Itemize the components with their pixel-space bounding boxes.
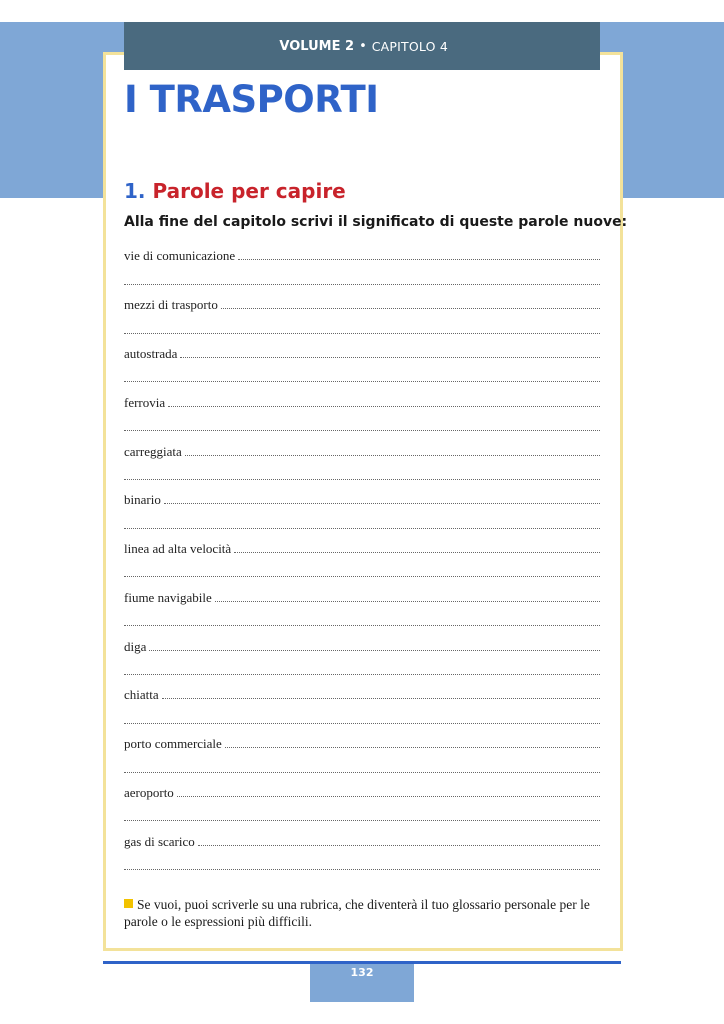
answer-dotted-line[interactable] (124, 479, 600, 480)
answer-dotted-line[interactable] (124, 820, 600, 821)
vocabulary-term: autostrada (124, 345, 178, 361)
vocabulary-term-row (124, 338, 600, 362)
vocabulary-term: vie di comunicazione (124, 248, 236, 264)
header-separator: • (359, 38, 367, 54)
volume-label: VOLUME 2 (279, 38, 355, 54)
page-title: I TRASPORTI (124, 78, 379, 121)
answer-blank-row (124, 557, 600, 581)
answer-dotted-line[interactable] (215, 601, 600, 602)
answer-dotted-line[interactable] (124, 772, 600, 773)
answer-blank-row (124, 264, 600, 288)
answer-dotted-line[interactable] (225, 747, 600, 748)
answer-blank-row (124, 703, 600, 727)
answer-dotted-line[interactable] (185, 455, 600, 456)
vocabulary-term-row (124, 435, 600, 459)
section-title: Parole per capire (152, 179, 346, 203)
vocabulary-term-row (124, 679, 600, 703)
answer-dotted-line[interactable] (124, 869, 600, 870)
vocabulary-list (124, 240, 600, 874)
vocabulary-term-row (124, 289, 600, 313)
vocabulary-term: mezzi di trasporto (124, 297, 218, 313)
answer-blank-row (124, 411, 600, 435)
answer-blank-row (124, 362, 600, 386)
vocabulary-term: chiatta (124, 687, 159, 703)
answer-dotted-line[interactable] (124, 723, 600, 724)
page-number: 132 (350, 966, 374, 979)
section-number: 1. (124, 179, 146, 203)
answer-dotted-line[interactable] (124, 284, 600, 285)
page-number-tab (310, 964, 414, 1002)
vocabulary-term-row (124, 825, 600, 849)
vocabulary-term: fiume navigabile (124, 589, 212, 605)
instruction-text: Alla fine del capitolo scrivi il significato di queste parole nuove: (124, 214, 628, 230)
answer-blank-row (124, 460, 600, 484)
note-paragraph (124, 896, 594, 930)
vocabulary-term: porto commerciale (124, 736, 222, 752)
vocabulary-term: diga (124, 638, 147, 654)
answer-dotted-line[interactable] (124, 576, 600, 577)
answer-dotted-line[interactable] (180, 357, 600, 358)
answer-dotted-line[interactable] (164, 503, 600, 504)
vocabulary-term: linea ad alta velocità (124, 541, 232, 557)
answer-dotted-line[interactable] (124, 430, 600, 431)
answer-dotted-line[interactable] (221, 308, 600, 309)
vocabulary-term-row (124, 777, 600, 801)
answer-dotted-line[interactable] (162, 698, 600, 699)
square-bullet-icon (124, 899, 133, 908)
answer-blank-row (124, 752, 600, 776)
answer-dotted-line[interactable] (198, 845, 600, 846)
answer-blank-row (124, 606, 600, 630)
answer-dotted-line[interactable] (124, 625, 600, 626)
vocabulary-term-row (124, 240, 600, 264)
answer-dotted-line[interactable] (234, 552, 600, 553)
vocabulary-term-row (124, 728, 600, 752)
chapter-header (124, 22, 600, 70)
vocabulary-term: binario (124, 492, 161, 508)
answer-dotted-line[interactable] (168, 406, 600, 407)
vocabulary-term: ferrovia (124, 394, 166, 410)
vocabulary-term: aeroporto (124, 784, 174, 800)
vocabulary-term: carreggiata (124, 443, 182, 459)
answer-blank-row (124, 508, 600, 532)
vocabulary-term-row (124, 386, 600, 410)
answer-dotted-line[interactable] (124, 674, 600, 675)
answer-dotted-line[interactable] (149, 650, 600, 651)
chapter-label: CAPITOLO 4 (371, 38, 448, 54)
answer-dotted-line[interactable] (124, 381, 600, 382)
answer-blank-row (124, 801, 600, 825)
vocabulary-term-row (124, 581, 600, 605)
answer-blank-row (124, 850, 600, 874)
answer-blank-row (124, 313, 600, 337)
vocabulary-term-row (124, 533, 600, 557)
note-text: Se vuoi, puoi scriverle su una rubrica, che diventerà il tuo glossario personale per le parole o le espressioni più difficili. (124, 897, 590, 929)
answer-dotted-line[interactable] (238, 259, 600, 260)
answer-blank-row (124, 655, 600, 679)
answer-dotted-line[interactable] (124, 333, 600, 334)
vocabulary-term-row (124, 484, 600, 508)
section-heading (124, 177, 346, 205)
vocabulary-term-row (124, 630, 600, 654)
vocabulary-term: gas di scarico (124, 833, 195, 849)
answer-dotted-line[interactable] (124, 528, 600, 529)
answer-dotted-line[interactable] (177, 796, 600, 797)
